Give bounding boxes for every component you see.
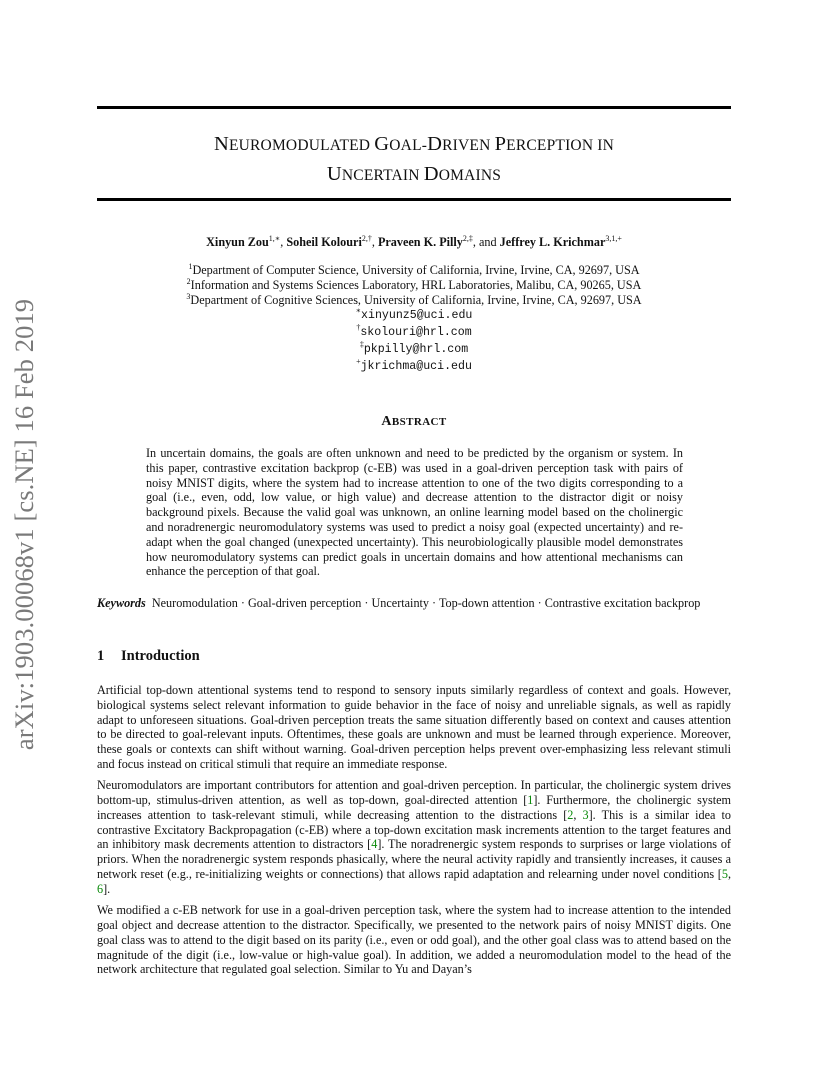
body-paragraph [97, 778, 731, 896]
citation-link[interactable]: 3 [582, 807, 589, 822]
paper-title [97, 130, 731, 190]
email-list [97, 307, 731, 374]
affiliation-number: 3 [186, 291, 191, 301]
arxiv-identifier-stamp [3, 287, 47, 762]
title-small-caps: EUROMODULATED [228, 137, 375, 154]
abstract-heading [97, 414, 731, 430]
author-affiliation-mark: 2,‡ [462, 234, 473, 243]
affiliation-text: Department of Computer Science, University of California, Irvine, Irvine, CA, 92697, USA [192, 263, 640, 277]
title-cap-letter: N [213, 133, 229, 155]
title-small-caps: OMAINS [438, 167, 502, 184]
paragraph-text: ]. [103, 881, 111, 896]
title-small-caps: NCERTAIN [341, 167, 424, 184]
author-name: Soheil Kolouri [286, 235, 362, 249]
email-address: xinyunz5@uci.edu [361, 309, 473, 323]
email-line [97, 307, 731, 324]
email-mark: + [356, 356, 361, 366]
email-mark: † [356, 323, 361, 333]
body-paragraph [97, 903, 731, 977]
paragraph-text: ]. This is a similar idea to contrastive Excitatory Backpropagation (c-EB) where a top-down excitation mask increments attention to the target features and an inhibitory mask decrements attention to distractors [ [97, 807, 731, 852]
paragraph-text: ]. Furthermore, the cholinergic system increases attention to task-relevant stimuli, while decreasing attention to the distractions [ [97, 793, 731, 822]
title-small-caps: RIVEN [442, 137, 495, 154]
title-top-rule [97, 106, 731, 109]
section-heading-introduction [97, 648, 200, 665]
paragraph-text: , [727, 867, 731, 882]
title-cap-letter: U [326, 163, 342, 185]
affiliation-text: Information and Systems Sciences Laboratory, HRL Laboratories, Malibu, CA, 90265, USA [190, 277, 642, 292]
affiliation-line [97, 263, 731, 278]
author-separator: , [280, 235, 287, 249]
email-address: jkrichma@uci.edu [360, 359, 472, 373]
section-title: Introduction [121, 648, 200, 664]
title-cap-letter: P [494, 133, 507, 155]
title-bottom-rule [97, 198, 731, 201]
paragraph-text: ]. The noradrenergic system responds to surprises or large violations of priors. When the noradrenergic system responds phasically, where the neural activity rapidly and transiently increases, it causes a network reset (e.g., re-initializing weights or connections) that allows rapid adaptation and relearning under novel conditions [ [97, 837, 731, 882]
author-affiliation-mark: 1,∗ [268, 234, 281, 243]
citation-link[interactable]: 1 [527, 793, 534, 808]
abstract-heading-rest: BSTRACT [391, 416, 447, 428]
email-address: skolouri@hrl.com [360, 326, 472, 340]
body-paragraph [97, 683, 731, 772]
affiliation-list [97, 263, 731, 307]
email-mark: ∗ [355, 306, 362, 316]
email-mark: ‡ [359, 339, 364, 349]
affiliation-number: 2 [186, 276, 191, 286]
affiliation-number: 1 [188, 262, 193, 271]
citation-link[interactable]: 4 [371, 837, 378, 852]
paragraph-text: We modified a c-EB network for use in a goal-driven perception task, where the system had to increase attention to the intended goal object and decrease attention to the distractor. Specifically, we presented to the network pairs of noisy MNIST digits. One goal class was to attend to the digit based on its parity (i.e., even or odd goal), and the other goal class was to attend based on the magnitude of the digit (i.e., low-value or high-value goal). In addition, we added a neuromodulation model to the head of the network architecture that regulated goal selection. Similar to Yu and Dayan’s [97, 903, 731, 977]
author-list [97, 234, 731, 250]
author-name: Jeffrey L. Krichmar [499, 235, 606, 249]
arxiv-stamp-text: arXiv:1903.00068v1 [cs.NE] 16 Feb 2019 [9, 298, 40, 751]
citation-link[interactable]: 6 [97, 881, 104, 896]
citation-link[interactable]: 2 [567, 807, 574, 822]
abstract-heading-cap: A [381, 414, 392, 429]
email-line [97, 358, 731, 375]
title-cap-letter: G [374, 133, 390, 155]
introduction-body [97, 683, 731, 984]
citation-link[interactable]: 5 [721, 867, 728, 882]
author-name: Xinyun Zou [206, 235, 269, 249]
keywords-text: Neuromodulation · Goal-driven perception · Uncertainty · Top-down attention · Contrastive excitation backprop [151, 596, 701, 610]
email-line [97, 341, 731, 358]
author-separator: , [371, 235, 378, 249]
author-affiliation-mark: 2,† [361, 234, 372, 243]
email-line [97, 324, 731, 341]
title-cap-letter: D [423, 163, 439, 185]
author-separator: , and [472, 235, 500, 249]
affiliation-line [97, 278, 731, 293]
paragraph-text: Neuromodulators are important contributors for attention and goal-driven perception. In particular, the cholinergic system drives bottom-up, stimulus-driven attention, as well as top-down, goal-directed attention [ [97, 778, 731, 808]
title-line-1 [97, 130, 731, 160]
keywords-line [97, 596, 731, 611]
affiliation-line [97, 293, 731, 308]
abstract-text: In uncertain domains, the goals are often unknown and need to be predicted by the organism or system. In this paper, contrastive excitation backprop (c-EB) was used in a goal-driven perception task with pairs of noisy MNIST digits, where the system had to increase attention to one of the two digits corresponding to a goal (i.e., even, odd, low value, or high value) and decrease attention to the distractor digit or noisy background pixels. Because the valid goal was unknown, an online learning model based on the cholinergic and noradrenergic neuromodulatory systems was used to predict a noisy goal (expected uncertainty) and re-adapt when the goal changed (unexpected uncertainty). This neurobiologically plausible model demonstrates how neuromodulatory systems can predict goals in uncertain domains and how attentional mechanisms can enhance the perception of that goal. [146, 446, 683, 579]
title-small-caps: OAL- [389, 137, 428, 154]
title-cap-letter: D [427, 133, 443, 155]
title-line-2 [97, 160, 731, 190]
author-affiliation-mark: 3,1,+ [605, 234, 622, 243]
title-small-caps: ERCEPTION IN [506, 137, 615, 154]
author-name: Praveen K. Pilly [377, 235, 463, 249]
section-number: 1 [97, 648, 105, 664]
affiliation-text: Department of Cognitive Sciences, University of California, Irvine, Irvine, CA, 92697, USA [190, 292, 642, 307]
paragraph-text: , [573, 807, 583, 822]
email-address: pkpilly@hrl.com [363, 342, 469, 356]
keywords-label: Keywords [97, 596, 146, 610]
affiliations-block [97, 263, 731, 375]
paragraph-text: Artificial top-down attentional systems tend to respond to sensory inputs similarly regardless of context and goals. However, biological systems select relevant information to guide behavior in the face of noisy and unreliable signals, as well as rapidly adapt to unforeseen situations. Goal-driven perception treats the same situation differently based on context and causes attention to be directed to goal-relevant inputs. Oftentimes, these goals are unknown and must be learned through experience. Moreover, these goals or contexts can shift without warning. Goal-driven perception helps prevent over-emphasizing less relevant stimuli and focus instead on critical stimuli that require an immediate response. [97, 683, 731, 771]
